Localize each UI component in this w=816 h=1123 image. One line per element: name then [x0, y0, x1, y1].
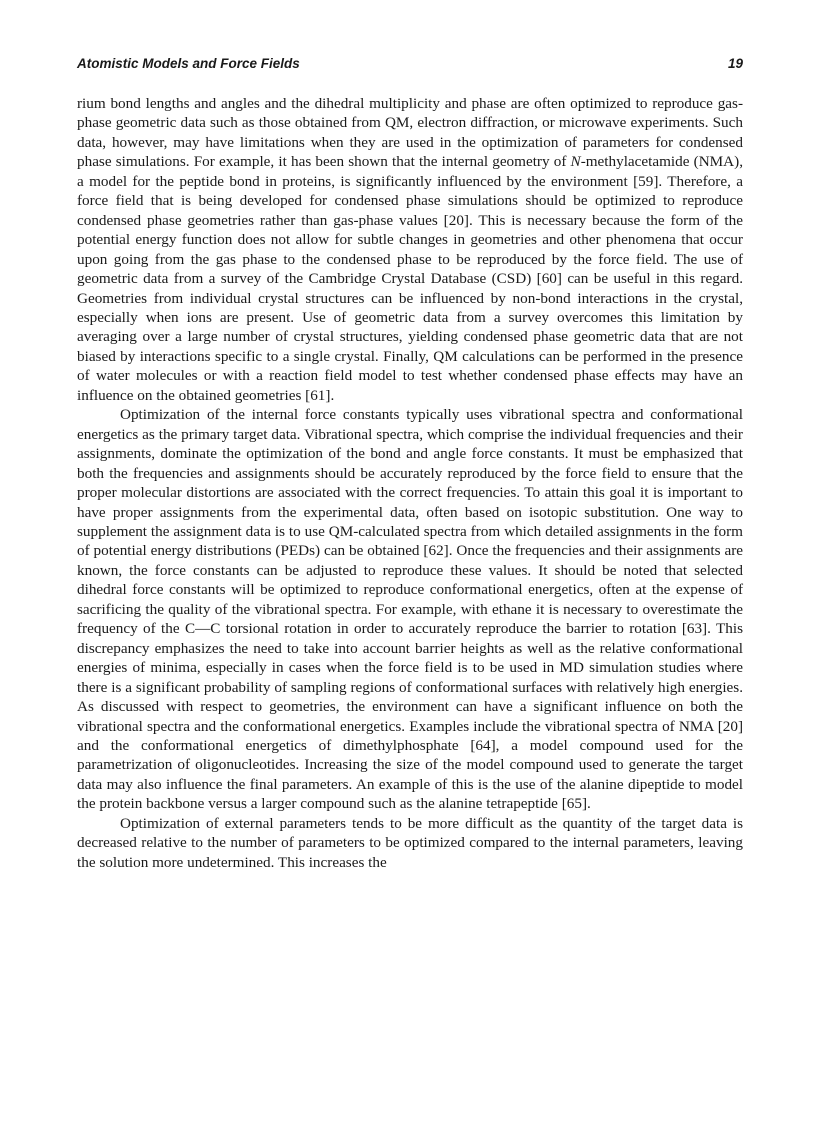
running-head-title: Atomistic Models and Force Fields — [77, 56, 300, 71]
page-number: 19 — [727, 56, 743, 71]
paragraph-1 — [77, 94, 743, 405]
running-head — [77, 56, 743, 76]
paragraph-1-part-1: rium bond lengths and angles and the dihedral multiplicity and phase are often optimized to reproduce gas-phase geometric data such as those obtained from QM, electron diffraction, or microwave experiments. Such data, however, may have limitations when they are used in the optimization of parameters for condensed phase simulations. For example, it has been shown that the internal geometry of — [77, 95, 743, 171]
paragraph-3: Optimization of external parameters tends to be more difficult as the quantity of the target data is decreased relative to the number of parameters to be optimized compared to the internal parameters, leaving the solution more undetermined. This increases the — [77, 814, 743, 871]
paragraph-2: Optimization of the internal force constants typically uses vibrational spectra and conformational energetics as the primary target data. Vibrational spectra, which comprise the individual frequencies and their assignments, dominate the optimization of the bond and angle force constants. It must be emphasized that both the frequencies and assignments should be accurately reproduced by the force field to ensure that the proper molecular distortions are associated with the correct frequencies. To attain this goal it is important to have proper assignments from the experimental data, often based on isotopic substitution. One way to supplement the assignment data is to use QM-calculated spectra from which detailed assignments in the form of potential energy distributions (PEDs) can be obtained [62]. Once the frequencies and their assignments are known, the force constants can be adjusted to reproduce these values. It should be noted that selected dihedral force constants will be optimized to reproduce conformational energetics, often at the expense of sacrificing the quality of the vibrational spectra. For example, with ethane it is necessary to overestimate the frequency of the C—C torsional rotation in order to accurately reproduce the barrier to rotation [63]. This discrepancy emphasizes the need to take into account barrier heights as well as the relative conformational energies of minima, especially in cases when the force field is to be used in MD simulation studies where there is a significant probability of sampling regions of conformational surfaces with relatively high energies. As discussed with respect to geometries, the environment can have a significant influence on both the vibrational spectra and the conformational energetics. Examples include the vibrational spectra of NMA [20] and the conformational energetics of dimethylphosphate [64], a model compound used for the parametrization of oligonucleotides. Increasing the size of the model compound used to generate the target data may also influence the final parameters. An example of this is the use of the alanine dipeptide to model the protein backbone versus a larger compound such as the alanine tetrapeptide [65]. — [77, 406, 743, 813]
paragraph-1-part-2: -methylacetamide (NMA), a model for the peptide bond in proteins, is significantly influenced by the environment [59]. Therefore, a force field that is being developed for condensed phase simulations should be optimized to reproduce condensed phase geometries rather than gas-phase values [20]. This is necessary because the form of the potential energy function does not allow for subtle changes in geometries and other phenomena that occur upon going from the gas phase to the condensed phase to be reproduced by the force field. The use of geometric data from a survey of the Cambridge Crystal Database (CSD) [60] can be useful in this regard. Geometries from individual crystal structures can be influenced by non-bond interactions in the crystal, especially when ions are present. Use of geometric data from a survey overcomes this limitation by averaging over a large number of crystal structures, yielding condensed phase geometric data that are not biased by interactions specific to a single crystal. Finally, QM calculations can be performed in the presence of water molecules or with a reaction field model to test whether condensed phase effects may have an influence on the obtained geometries [61]. — [77, 153, 743, 404]
body-text — [77, 94, 743, 872]
paragraph-1-italic-n: N — [570, 153, 581, 171]
